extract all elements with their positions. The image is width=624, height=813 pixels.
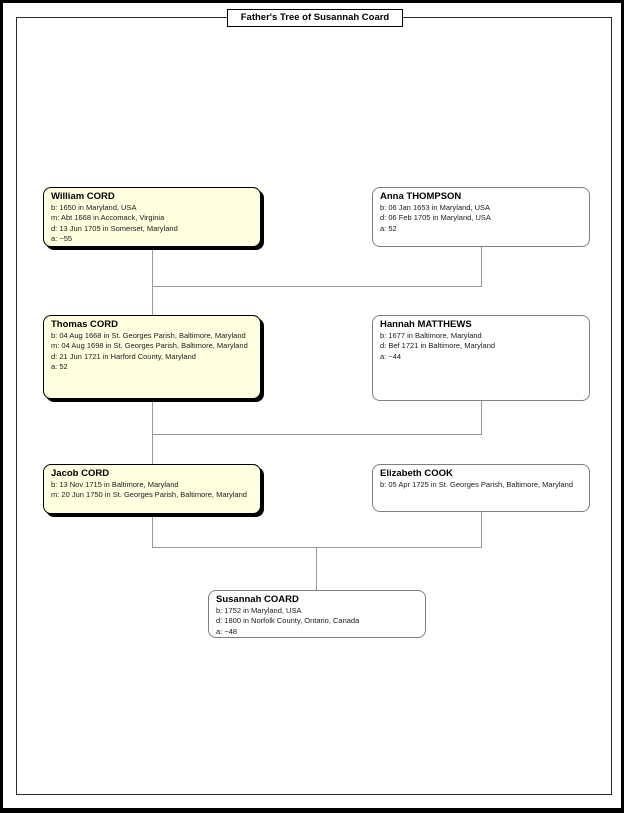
person-name: Anna THOMPSON: [380, 191, 462, 202]
person-detail-birth: b: 1650 in Maryland, USA: [51, 203, 137, 212]
person-detail-birth: b: 13 Nov 1715 in Baltimore, Maryland: [51, 480, 179, 489]
person-detail-death: d: 06 Feb 1705 in Maryland, USA: [380, 213, 491, 223]
person-detail-age: a: ~44: [380, 351, 402, 361]
connector-line: [152, 286, 482, 287]
connector-line: [152, 286, 153, 315]
connector-line: [152, 434, 153, 464]
person-detail-age: a: 52: [51, 362, 68, 372]
connector-line: [152, 247, 153, 286]
person-name: Susannah COARD: [216, 594, 299, 605]
person-box-hannah-matthews: [372, 315, 590, 401]
person-detail-birth: b: 04 Aug 1668 in St. Georges Parish, Baltimore, Maryland: [51, 331, 246, 340]
connector-line: [481, 247, 482, 286]
person-detail-age: a: 52: [380, 223, 397, 233]
person-box-susannah-coard: [208, 590, 426, 638]
person-detail-age: a: ~55: [51, 234, 73, 244]
inner-border-frame: [16, 17, 612, 795]
connector-line: [152, 547, 482, 548]
person-name: Jacob CORD: [51, 468, 110, 479]
person-detail-birth: b: 06 Jan 1653 in Maryland, USA: [380, 203, 491, 212]
connector-line: [481, 401, 482, 434]
person-name: Thomas CORD: [51, 319, 119, 330]
person-name: Hannah MATTHEWS: [380, 319, 472, 330]
person-name: Elizabeth COOK: [380, 468, 453, 479]
person-box-jacob-cord: [43, 464, 261, 514]
person-detail-death: d: 21 Jun 1721 in Harford County, Maryland: [51, 351, 196, 361]
connector-line: [152, 514, 153, 547]
person-detail-death: d: Bef 1721 in Baltimore, Maryland: [380, 341, 496, 351]
person-detail-birth: b: 05 Apr 1725 in St. Georges Parish, Baltimore, Maryland: [380, 480, 574, 489]
connector-line: [152, 434, 482, 435]
connector-line: [316, 547, 317, 590]
person-name: William CORD: [51, 191, 115, 202]
person-box-elizabeth-cook: [372, 464, 590, 512]
person-box-anna-thompson: [372, 187, 590, 247]
connector-line: [481, 512, 482, 547]
person-box-william-cord: [43, 187, 261, 247]
person-detail-marriage: m: 04 Aug 1698 in St. Georges Parish, Baltimore, Maryland: [51, 341, 248, 351]
person-detail-age: a: ~48: [216, 626, 238, 636]
connector-line: [152, 399, 153, 434]
person-detail-birth: b: 1677 in Baltimore, Maryland: [380, 331, 482, 340]
person-detail-death: d: 13 Jun 1705 in Somerset, Maryland: [51, 223, 178, 233]
person-box-thomas-cord: [43, 315, 261, 399]
person-detail-birth: b: 1752 in Maryland, USA: [216, 606, 302, 615]
person-detail-marriage: m: Abt 1668 in Accomack, Virginia: [51, 213, 165, 223]
person-detail-death: d: 1800 in Norfolk County, Ontario, Canada: [216, 616, 360, 626]
person-detail-marriage: m: 20 Jun 1750 in St. Georges Parish, Baltimore, Maryland: [51, 490, 247, 500]
chart-title: Father's Tree of Susannah Coard: [227, 9, 403, 27]
